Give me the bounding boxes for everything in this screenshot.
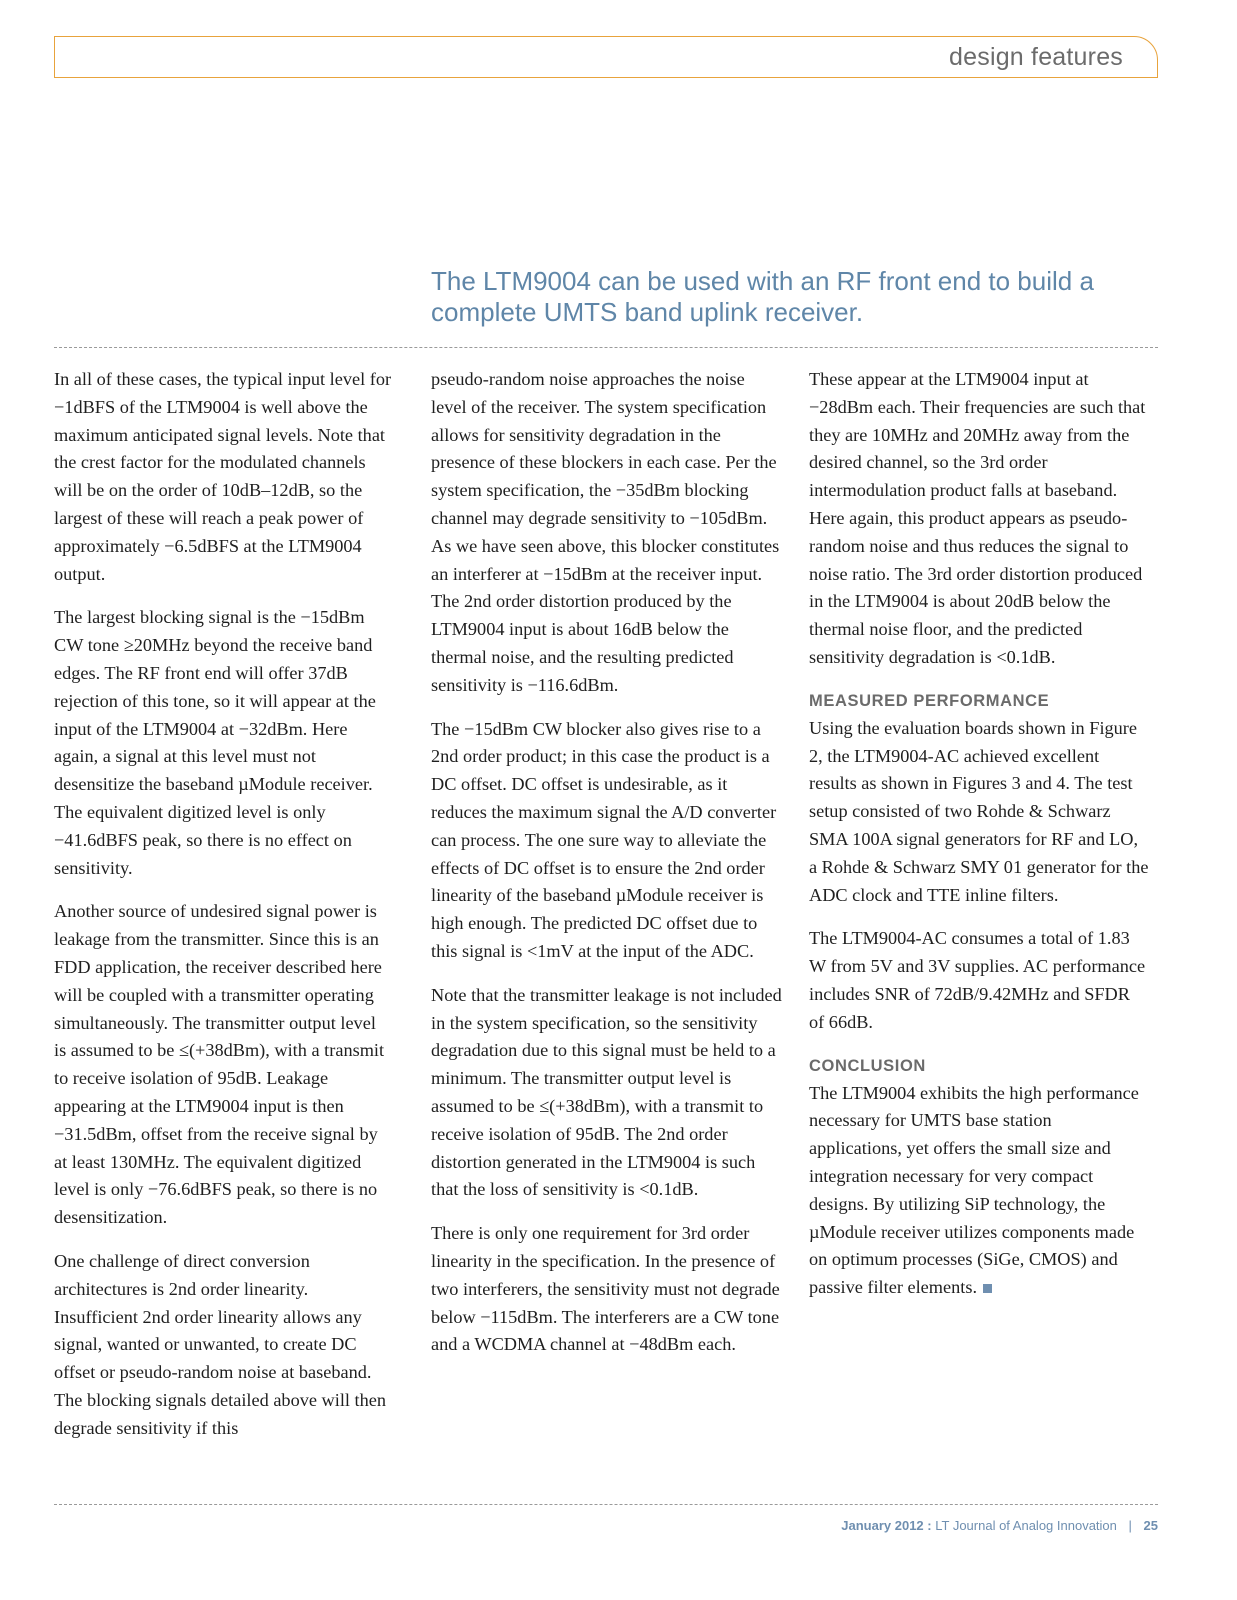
paragraph: These appear at the LTM9004 input at −28dBm each. Their frequencies are such that they are 10MHz and 20MHz away from the desired channel, so the 3rd order intermodulation product falls at baseband. Here again, this product appears as pseudo-random noise and thus reduces the signal to noise ratio. The 3rd order distortion produced in the LTM9004 is about 20dB below the thermal noise floor, and the predicted sensitivity degradation is <0.1dB. — [809, 369, 1146, 667]
footer-publication: LT Journal of Analog Innovation — [935, 1518, 1117, 1533]
paragraph: pseudo-random noise approaches the noise level of the receiver. The system specification allows for sensitivity degradation in the presence of these blockers in each case. Per the system specification, the −35dBm blocking channel may degrade sensitivity to −105dBm. As we have seen above, this blocker constitutes an interferer at −15dBm at the receiver input. The 2nd order distortion produced by the LTM9004 input is about 16dB below the thermal noise, and the resulting predicted sensitivity is −116.6dBm. — [431, 369, 780, 695]
paragraph: Another source of undesired signal power is leakage from the transmitter. Since this is an FDD application, the receiver described here will be coupled with a transmitter operating simultaneously. The transmitter output level is assumed to be ≤(+38dBm), with a transmit to receive isolation of 95dB. Leakage appearing at the LTM9004 input is then −31.5dBm, offset from the receive signal by at least 130MHz. The equivalent digitized level is only −76.6dBFS peak, so there is no desensitization. — [54, 901, 385, 1228]
paragraph: Using the evaluation boards shown in Figure 2, the LTM9004-AC achieved excellent results as shown in Figures 3 and 4. The test setup consisted of two Rohde & Schwarz SMA 100A signal generators for RF and LO, a Rohde & Schwarz SMY 01 generator for the ADC clock and TTE inline filters. — [809, 717, 1149, 905]
top-divider — [54, 347, 1158, 348]
footer-date: January 2012 : — [841, 1518, 932, 1533]
bottom-divider — [54, 1504, 1158, 1505]
end-of-article-icon — [983, 1284, 992, 1293]
footer — [841, 1518, 1158, 1533]
header-bar — [54, 36, 1158, 78]
section-heading-conclusion: CONCLUSION — [809, 1056, 926, 1075]
paragraph: The largest blocking signal is the −15dBm CW tone ≥20MHz beyond the receive band edges. The RF front end will offer 37dB rejection of this tone, so it will appear at the input of the LTM9004 at −32dBm. Here again, a signal at this level must not desensitize the baseband µModule receiver. The equivalent digitized level is only −41.6dBFS peak, so there is no effect on sensitivity. — [54, 607, 376, 878]
paragraph: The LTM9004-AC consumes a total of 1.83 W from 5V and 3V supplies. AC performance includes SNR of 72dB/9.42MHz and SFDR of 66dB. — [809, 928, 1146, 1032]
column-1 — [54, 366, 392, 1458]
footer-separator: | — [1128, 1518, 1132, 1533]
section-heading-measured-performance: MEASURED PERFORMANCE — [809, 691, 1050, 710]
conclusion-text: The LTM9004 exhibits the high performance necessary for UMTS base station applications, yet offers the small size and integration necessary for very compact designs. By utilizing SiP technology, the µModule receiver utilizes components made on optimum processes (SiGe, CMOS) and passive filter elements. — [809, 1082, 1139, 1298]
paragraph: In all of these cases, the typical input level for −1dBFS of the LTM9004 is well above the maximum anticipated signal levels. Note that the crest factor for the modulated channels will be on the order of 10dB–12dB, so the largest of these will reach a peak power of approximately −6.5dBFS at the LTM9004 output. — [54, 369, 392, 584]
paragraph: Note that the transmitter leakage is not included in the system specification, so the sensitivity degradation due to this signal must be held to a minimum. The transmitter output level is assumed to be ≤(+38dBm), with a transmit to receive isolation of 95dB. The 2nd order distortion generated in the LTM9004 is such that the loss of sensitivity is <0.1dB. — [431, 984, 782, 1200]
page-number: 25 — [1143, 1518, 1158, 1533]
paragraph: There is only one requirement for 3rd order linearity in the specification. In the presence of two interferers, the sensitivity must not degrade below −115dBm. The interferers are a CW tone and a WCDMA channel at −48dBm each. — [431, 1223, 780, 1355]
column-2 — [431, 366, 783, 1375]
conclusion-paragraph — [809, 1080, 1149, 1302]
section-label: design features — [949, 43, 1123, 71]
paragraph: One challenge of direct conversion architectures is 2nd order linearity. Insufficient 2nd order linearity allows any signal, wanted or unwanted, to create DC offset or pseudo-random noise at baseband. The blocking signals detailed above will then degrade sensitivity if this — [54, 1250, 387, 1438]
column-3 — [809, 366, 1149, 1318]
pullquote: The LTM9004 can be used with an RF front end to build a complete UMTS band uplink receiver. — [431, 266, 1094, 327]
paragraph: The −15dBm CW blocker also gives rise to a 2nd order product; in this case the product is a DC offset. DC offset is undesirable, as it reduces the maximum signal the A/D converter can process. The one sure way to alleviate the effects of DC offset is to ensure the 2nd order linearity of the baseband µModule receiver is high enough. The predicted DC offset due to this signal is <1mV at the input of the ADC. — [431, 718, 777, 961]
